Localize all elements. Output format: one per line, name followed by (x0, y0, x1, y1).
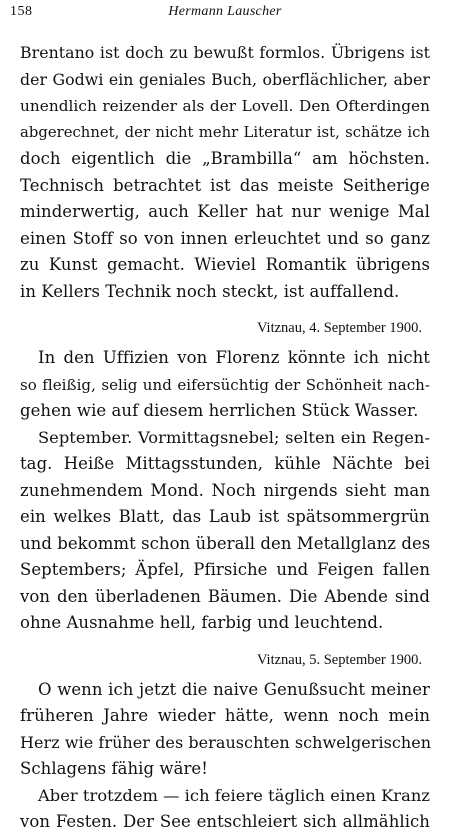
body-text (20, 40, 430, 836)
text-line: der Godwi ein geniales Buch, oberflächlicher, aber (20, 69, 430, 89)
text-line: von den überladenen Bäumen. Die Abende sind (20, 586, 430, 606)
text-line: so fleißig, selig und eifersüchtig der Schönheit nach- (20, 375, 430, 394)
dateline: Vitznau, 5. September 1900. (256, 651, 422, 668)
text-line: einen Stoff so von innen erleuchtet und so ganz (20, 228, 430, 248)
text-line: doch eigentlich die „Brambilla“ am höchsten. (20, 149, 430, 168)
text-line: ohne Ausnahme hell, farbig und leuchtend. (20, 613, 384, 632)
text-line: minderwertig, auch Keller hat nur wenige Mal (20, 202, 430, 221)
paragraph-continuation (20, 40, 430, 305)
text-line: früheren Jahre wieder hätte, wenn noch mein (20, 706, 430, 725)
text-line: in Kellers Technik noch steckt, ist auffallend. (20, 281, 400, 301)
text-line: O wenn ich jetzt die naive Genußsucht meiner (38, 679, 430, 699)
paragraph (20, 345, 430, 425)
text-line: abgerechnet, der nicht mehr Literatur ist, schätze ich (20, 123, 430, 141)
text-line: gehen wie auf diesem herrlichen Stück Wasser. (20, 401, 419, 420)
text-line: zunehmendem Mond. Noch nirgends sieht man (20, 480, 430, 500)
dateline: Vitznau, 4. September 1900. (256, 320, 422, 336)
text-line: Septembers; Äpfel, Pfirsiche und Feigen fallen (20, 560, 430, 579)
text-line: Herz wie früher des berauschten schwelgerischen (20, 732, 432, 752)
text-line: zu Kunst gemacht. Wieviel Romantik übrigens (20, 255, 430, 274)
text-line: ein welkes Blatt, das Laub ist spätsommergrün (20, 507, 430, 526)
page-header (0, 0, 450, 30)
running-title: Hermann Lauscher (168, 4, 282, 19)
text-line: Schlagens fähig wäre! (20, 759, 208, 778)
text-line: Technisch betrachtet ist das meiste Seitherige (20, 175, 430, 195)
text-line: September. Vormittagsnebel; selten ein Regen- (38, 427, 430, 447)
paragraph (20, 425, 430, 637)
text-line: In den Uffizien von Florenz könnte ich nicht (38, 348, 430, 367)
paragraph (20, 677, 430, 783)
page-number: 158 (10, 4, 33, 19)
text-line: Brentano ist doch zu bewußt formlos. Übrigens ist (20, 43, 430, 62)
text-line: von Festen. Der See entschleiert sich allmählich (20, 812, 430, 831)
text-line: tag. Heiße Mittagsstunden, kühle Nächte bei (20, 454, 430, 473)
paragraph (20, 783, 430, 836)
text-line: unendlich reizender als der Lovell. Den Ofterdingen (20, 97, 430, 115)
text-line: und bekommt schon überall den Metallglanz des (20, 533, 431, 553)
text-line: Aber trotzdem — ich feiere täglich einen Kranz (38, 785, 430, 805)
